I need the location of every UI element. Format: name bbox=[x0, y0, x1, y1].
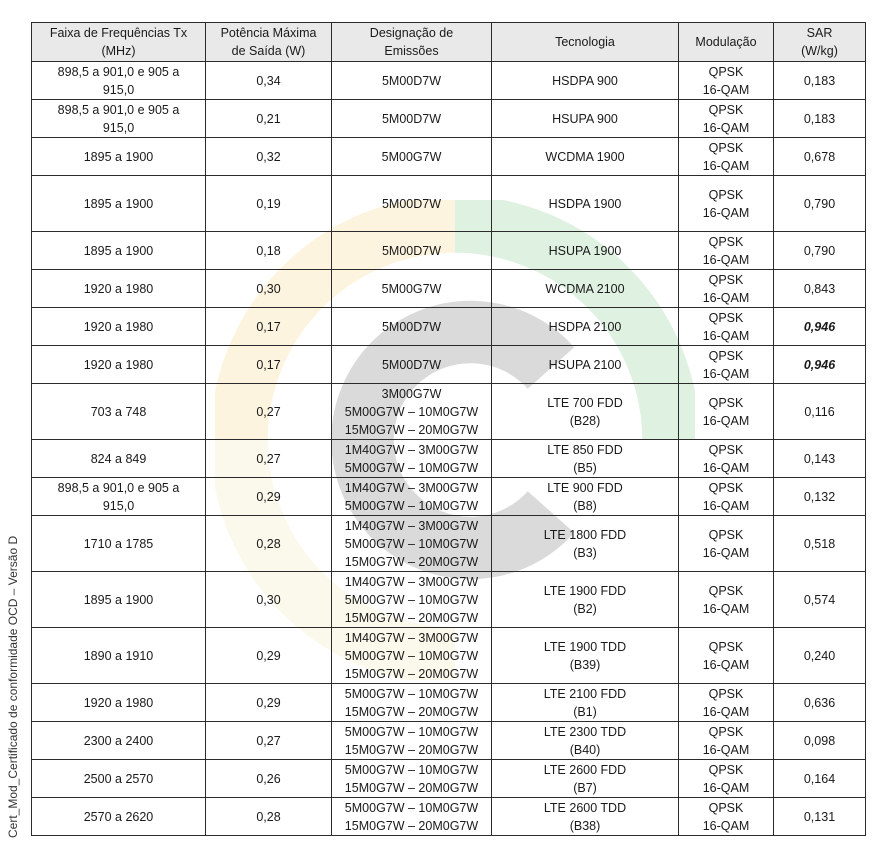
modulation-cell: QPSK 16-QAM bbox=[679, 628, 774, 684]
sar-cell: 0,790 bbox=[774, 176, 866, 232]
sar-cell: 0,574 bbox=[774, 572, 866, 628]
emission-cell: 3M00G7W 5M00G7W – 10M0G7W 15M0G7W – 20M0G7W bbox=[332, 384, 492, 440]
technology-cell: WCDMA 2100 bbox=[492, 270, 679, 308]
sar-cell: 0,116 bbox=[774, 384, 866, 440]
header-sar: SAR (W/kg) bbox=[774, 23, 866, 62]
frequency-cell: 1895 a 1900 bbox=[32, 176, 206, 232]
power-cell: 0,34 bbox=[206, 62, 332, 100]
emission-cell: 5M00D7W bbox=[332, 62, 492, 100]
frequency-cell: 1920 a 1980 bbox=[32, 308, 206, 346]
modulation-cell: QPSK 16-QAM bbox=[679, 138, 774, 176]
technology-cell: LTE 1800 FDD (B3) bbox=[492, 516, 679, 572]
frequency-cell: 703 a 748 bbox=[32, 384, 206, 440]
modulation-cell: QPSK 16-QAM bbox=[679, 760, 774, 798]
sar-cell: 0,946 bbox=[774, 308, 866, 346]
power-cell: 0,26 bbox=[206, 760, 332, 798]
technology-cell: LTE 2600 FDD (B7) bbox=[492, 760, 679, 798]
power-cell: 0,21 bbox=[206, 100, 332, 138]
sar-cell: 0,636 bbox=[774, 684, 866, 722]
table-row bbox=[32, 684, 866, 722]
power-cell: 0,28 bbox=[206, 798, 332, 836]
power-cell: 0,18 bbox=[206, 232, 332, 270]
emission-cell: 5M00G7W bbox=[332, 270, 492, 308]
technology-cell: HSDPA 900 bbox=[492, 62, 679, 100]
technology-cell: HSUPA 900 bbox=[492, 100, 679, 138]
sar-cell: 0,843 bbox=[774, 270, 866, 308]
sar-cell: 0,143 bbox=[774, 440, 866, 478]
modulation-cell: QPSK 16-QAM bbox=[679, 572, 774, 628]
table-row bbox=[32, 346, 866, 384]
power-cell: 0,28 bbox=[206, 516, 332, 572]
frequency-cell: 1890 a 1910 bbox=[32, 628, 206, 684]
emission-cell: 5M00G7W – 10M0G7W 15M0G7W – 20M0G7W bbox=[332, 760, 492, 798]
sar-cell: 0,518 bbox=[774, 516, 866, 572]
frequency-cell: 1920 a 1980 bbox=[32, 346, 206, 384]
sar-cell: 0,946 bbox=[774, 346, 866, 384]
frequency-cell: 2500 a 2570 bbox=[32, 760, 206, 798]
power-cell: 0,29 bbox=[206, 628, 332, 684]
header-max-power: Potência Máxima de Saída (W) bbox=[206, 23, 332, 62]
table-row bbox=[32, 384, 866, 440]
table-row bbox=[32, 176, 866, 232]
frequency-cell: 2300 a 2400 bbox=[32, 722, 206, 760]
technology-cell: LTE 850 FDD (B5) bbox=[492, 440, 679, 478]
table-row bbox=[32, 100, 866, 138]
frequency-cell: 1920 a 1980 bbox=[32, 270, 206, 308]
modulation-cell: QPSK 16-QAM bbox=[679, 308, 774, 346]
emission-cell: 5M00D7W bbox=[332, 232, 492, 270]
frequency-cell: 2570 a 2620 bbox=[32, 798, 206, 836]
emission-cell: 1M40G7W – 3M00G7W 5M00G7W – 10M0G7W 15M0G7W – 20M0G7W bbox=[332, 572, 492, 628]
emission-cell: 5M00D7W bbox=[332, 176, 492, 232]
table-row bbox=[32, 232, 866, 270]
technology-cell: HSDPA 2100 bbox=[492, 308, 679, 346]
modulation-cell: QPSK 16-QAM bbox=[679, 384, 774, 440]
emission-cell: 1M40G7W – 3M00G7W 5M00G7W – 10M0G7W bbox=[332, 440, 492, 478]
modulation-cell: QPSK 16-QAM bbox=[679, 798, 774, 836]
modulation-cell: QPSK 16-QAM bbox=[679, 62, 774, 100]
technology-cell: HSUPA 2100 bbox=[492, 346, 679, 384]
emission-cell: 5M00D7W bbox=[332, 100, 492, 138]
modulation-cell: QPSK 16-QAM bbox=[679, 516, 774, 572]
sar-cell: 0,678 bbox=[774, 138, 866, 176]
frequency-cell: 824 a 849 bbox=[32, 440, 206, 478]
emission-cell: 1M40G7W – 3M00G7W 5M00G7W – 10M0G7W bbox=[332, 478, 492, 516]
frequency-cell: 1710 a 1785 bbox=[32, 516, 206, 572]
modulation-cell: QPSK 16-QAM bbox=[679, 478, 774, 516]
modulation-cell: QPSK 16-QAM bbox=[679, 270, 774, 308]
technology-cell: WCDMA 1900 bbox=[492, 138, 679, 176]
power-cell: 0,30 bbox=[206, 572, 332, 628]
modulation-cell: QPSK 16-QAM bbox=[679, 100, 774, 138]
table-header-row bbox=[32, 23, 866, 62]
table-row bbox=[32, 722, 866, 760]
emission-cell: 5M00D7W bbox=[332, 308, 492, 346]
table-row bbox=[32, 478, 866, 516]
sar-cell: 0,790 bbox=[774, 232, 866, 270]
power-cell: 0,17 bbox=[206, 346, 332, 384]
sar-specifications-table bbox=[31, 22, 866, 836]
header-modulation: Modulação bbox=[679, 23, 774, 62]
frequency-cell: 898,5 a 901,0 e 905 a 915,0 bbox=[32, 478, 206, 516]
power-cell: 0,27 bbox=[206, 722, 332, 760]
table-row bbox=[32, 270, 866, 308]
sar-cell: 0,164 bbox=[774, 760, 866, 798]
emission-cell: 1M40G7W – 3M00G7W 5M00G7W – 10M0G7W 15M0G7W – 20M0G7W bbox=[332, 628, 492, 684]
table-row bbox=[32, 798, 866, 836]
sar-cell: 0,240 bbox=[774, 628, 866, 684]
technology-cell: LTE 2100 FDD (B1) bbox=[492, 684, 679, 722]
power-cell: 0,32 bbox=[206, 138, 332, 176]
sar-cell: 0,183 bbox=[774, 100, 866, 138]
table-row bbox=[32, 760, 866, 798]
power-cell: 0,27 bbox=[206, 440, 332, 478]
modulation-cell: QPSK 16-QAM bbox=[679, 722, 774, 760]
frequency-cell: 1895 a 1900 bbox=[32, 572, 206, 628]
modulation-cell: QPSK 16-QAM bbox=[679, 346, 774, 384]
power-cell: 0,29 bbox=[206, 478, 332, 516]
sar-cell: 0,098 bbox=[774, 722, 866, 760]
frequency-cell: 1920 a 1980 bbox=[32, 684, 206, 722]
table-row bbox=[32, 62, 866, 100]
table-row bbox=[32, 628, 866, 684]
emission-cell: 5M00G7W – 10M0G7W 15M0G7W – 20M0G7W bbox=[332, 722, 492, 760]
table-row bbox=[32, 308, 866, 346]
emission-cell: 1M40G7W – 3M00G7W 5M00G7W – 10M0G7W 15M0G7W – 20M0G7W bbox=[332, 516, 492, 572]
power-cell: 0,17 bbox=[206, 308, 332, 346]
technology-cell: LTE 1900 TDD (B39) bbox=[492, 628, 679, 684]
frequency-cell: 898,5 a 901,0 e 905 a 915,0 bbox=[32, 100, 206, 138]
technology-cell: LTE 900 FDD (B8) bbox=[492, 478, 679, 516]
frequency-cell: 1895 a 1900 bbox=[32, 232, 206, 270]
side-document-label: Cert_Mod_Certificado de conformidade OCD – Versão D bbox=[6, 535, 20, 838]
power-cell: 0,29 bbox=[206, 684, 332, 722]
modulation-cell: QPSK 16-QAM bbox=[679, 176, 774, 232]
header-technology: Tecnologia bbox=[492, 23, 679, 62]
emission-cell: 5M00D7W bbox=[332, 346, 492, 384]
technology-cell: LTE 700 FDD (B28) bbox=[492, 384, 679, 440]
frequency-cell: 898,5 a 901,0 e 905 a 915,0 bbox=[32, 62, 206, 100]
header-emission-designation: Designação de Emissões bbox=[332, 23, 492, 62]
power-cell: 0,19 bbox=[206, 176, 332, 232]
modulation-cell: QPSK 16-QAM bbox=[679, 232, 774, 270]
technology-cell: LTE 2600 TDD (B38) bbox=[492, 798, 679, 836]
technology-cell: HSDPA 1900 bbox=[492, 176, 679, 232]
technology-cell: HSUPA 1900 bbox=[492, 232, 679, 270]
header-frequency-range: Faixa de Frequências Tx (MHz) bbox=[32, 23, 206, 62]
table-row bbox=[32, 440, 866, 478]
modulation-cell: QPSK 16-QAM bbox=[679, 684, 774, 722]
emission-cell: 5M00G7W – 10M0G7W 15M0G7W – 20M0G7W bbox=[332, 798, 492, 836]
sar-cell: 0,131 bbox=[774, 798, 866, 836]
emission-cell: 5M00G7W – 10M0G7W 15M0G7W – 20M0G7W bbox=[332, 684, 492, 722]
modulation-cell: QPSK 16-QAM bbox=[679, 440, 774, 478]
power-cell: 0,30 bbox=[206, 270, 332, 308]
technology-cell: LTE 1900 FDD (B2) bbox=[492, 572, 679, 628]
emission-cell: 5M00G7W bbox=[332, 138, 492, 176]
power-cell: 0,27 bbox=[206, 384, 332, 440]
table-row bbox=[32, 572, 866, 628]
technology-cell: LTE 2300 TDD (B40) bbox=[492, 722, 679, 760]
frequency-cell: 1895 a 1900 bbox=[32, 138, 206, 176]
sar-cell: 0,132 bbox=[774, 478, 866, 516]
table-row bbox=[32, 138, 866, 176]
table-row bbox=[32, 516, 866, 572]
sar-cell: 0,183 bbox=[774, 62, 866, 100]
